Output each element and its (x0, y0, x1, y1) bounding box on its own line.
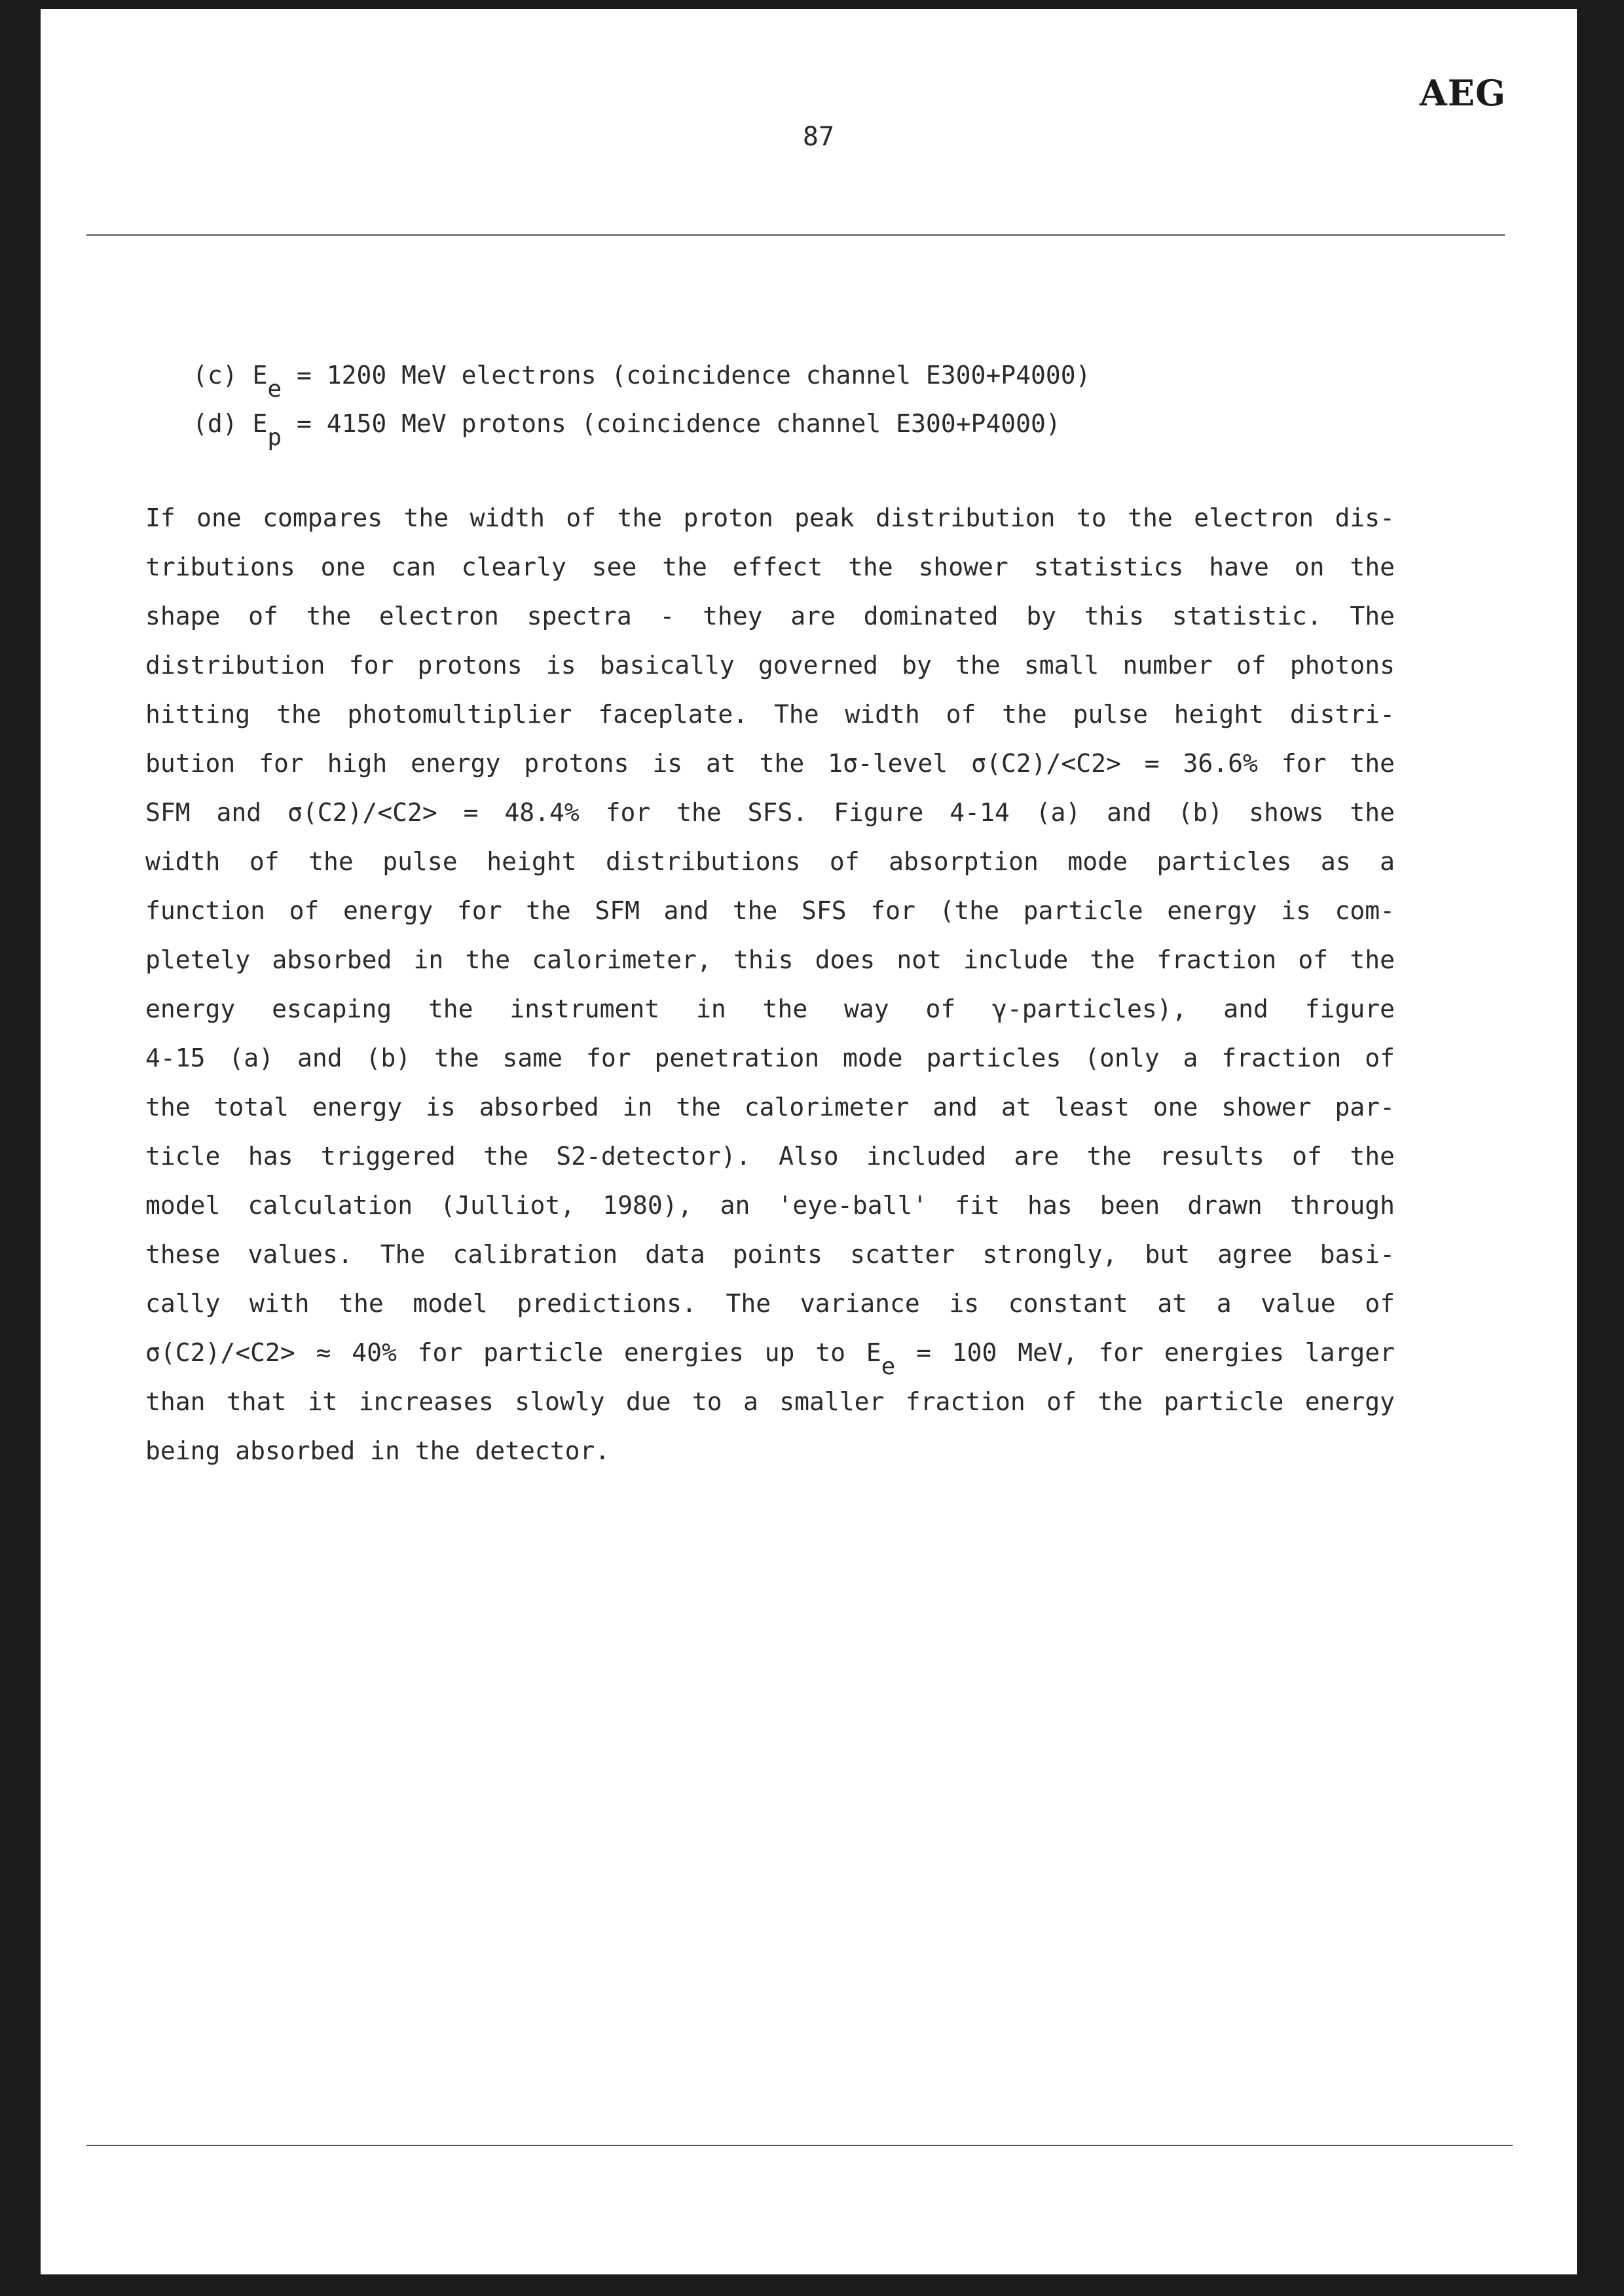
subscript: p (267, 424, 282, 451)
paragraph-line: bution for high energy protons is at the 1σ-level σ(C2)/<C2> = 36.6% for the (145, 749, 1395, 778)
header-divider (86, 234, 1505, 236)
page-number: 87 (802, 122, 835, 152)
body-paragraph (145, 494, 1395, 1476)
caption-item-d (193, 399, 1437, 451)
caption-item-prefix: (c) E (193, 361, 268, 390)
paragraph-line: If one compares the width of the proton peak distribution to the electron dis- (145, 503, 1395, 532)
paragraph-line: the total energy is absorbed in the calorimeter and at least one shower par- (145, 1093, 1395, 1121)
paragraph-line: energy escaping the instrument in the way of γ-particles), and figure (145, 994, 1395, 1023)
paragraph-line: cally with the model predictions. The variance is constant at a value of (145, 1289, 1395, 1318)
line-text-before: σ(C2)/<C2> ≈ 40% for particle energies up to E (145, 1338, 881, 1367)
document-page (41, 9, 1577, 2274)
caption-item-prefix: (d) E (193, 409, 268, 438)
paragraph-line: pletely absorbed in the calorimeter, this does not include the fraction of the (145, 945, 1395, 974)
paragraph-line: ticle has triggered the S2-detector). Also included are the results of the (145, 1142, 1395, 1171)
paragraph-line: function of energy for the SFM and the SFS for (the particle energy is com- (145, 896, 1395, 925)
paragraph-line: distribution for protons is basically governed by the small number of photons (145, 651, 1395, 680)
paragraph-line: than that it increases slowly due to a smaller fraction of the particle energy (145, 1387, 1395, 1416)
paragraph-line: being absorbed in the detector. (145, 1436, 610, 1465)
line-text-after: = 100 MeV, for energies larger (895, 1338, 1395, 1367)
paragraph-line: hitting the photomultiplier faceplate. The width of the pulse height distri- (145, 700, 1395, 729)
subscript: e (267, 376, 282, 403)
paragraph-line: these values. The calibration data points scatter strongly, but agree basi- (145, 1240, 1395, 1269)
caption-item-c (193, 351, 1437, 403)
paragraph-line: width of the pulse height distributions of absorption mode particles as a (145, 847, 1395, 876)
footer-divider (86, 2145, 1513, 2146)
paragraph-line: tributions one can clearly see the effect the shower statistics have on the (145, 553, 1395, 581)
paragraph-line: shape of the electron spectra - they are dominated by this statistic. The (145, 602, 1395, 630)
figure-caption-items (193, 351, 1437, 451)
caption-item-text: = 4150 MeV protons (coincidence channel E300+P4000) (282, 409, 1061, 438)
paragraph-line: SFM and σ(C2)/<C2> = 48.4% for the SFS. Figure 4-14 (a) and (b) shows the (145, 798, 1395, 827)
paragraph-line-with-subscript (145, 1328, 1395, 1380)
paragraph-line: model calculation (Julliot, 1980), an 'eye-ball' fit has been drawn through (145, 1191, 1395, 1220)
paragraph-line: 4-15 (a) and (b) the same for penetration mode particles (only a fraction of (145, 1044, 1395, 1072)
caption-item-text: = 1200 MeV electrons (coincidence channel E300+P4000) (282, 361, 1091, 390)
aeg-logo: AEG (1419, 72, 1506, 114)
subscript: e (881, 1353, 896, 1380)
